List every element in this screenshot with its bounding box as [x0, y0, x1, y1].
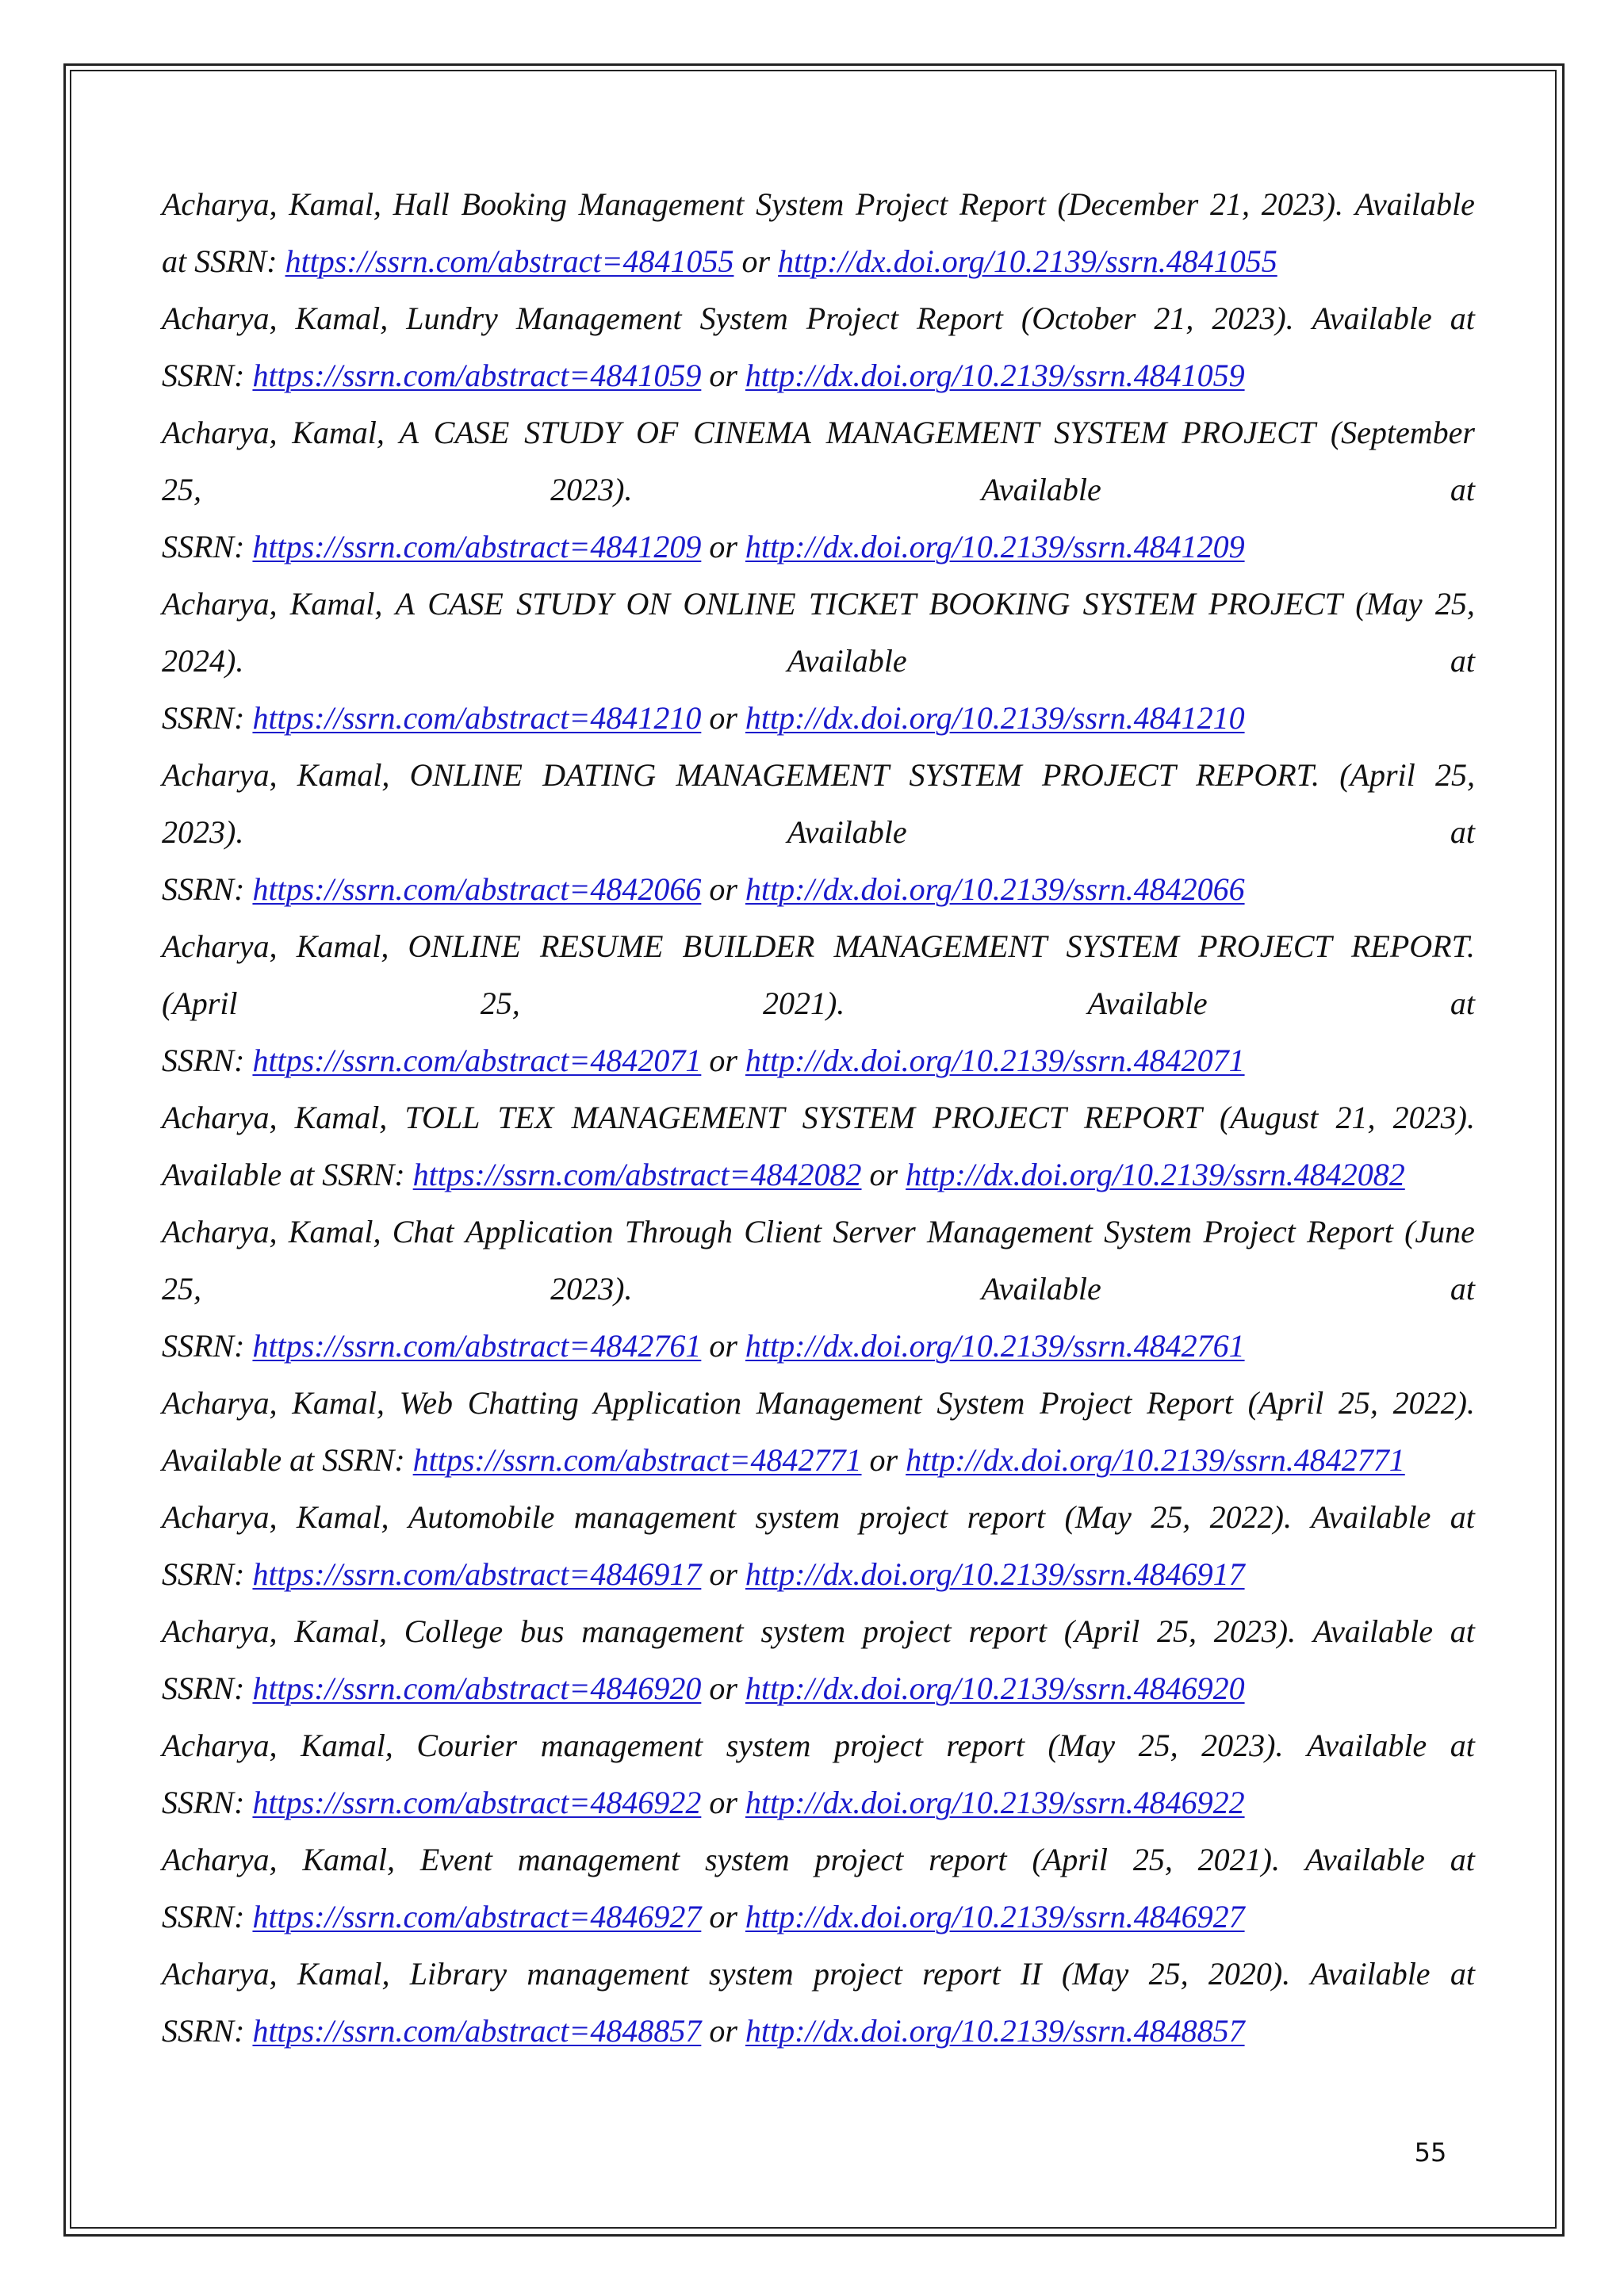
reference-word: Kamal, — [296, 928, 389, 964]
reference-word: Available — [1311, 1499, 1431, 1535]
reference-word: or — [709, 1328, 737, 1364]
reference-line — [162, 1888, 1475, 1946]
reference-word: Kamal, — [289, 586, 383, 622]
reference-line — [162, 290, 1475, 347]
reference-word: or — [709, 1043, 737, 1078]
reference-link[interactable]: http://dx.doi.org/10.2139/ssrn.4841055 — [778, 243, 1277, 279]
reference-line — [162, 233, 1475, 290]
reference-line — [162, 861, 1475, 918]
reference-line — [162, 1831, 1475, 1888]
reference-word: at — [1450, 1271, 1475, 1307]
reference-word: Acharya, — [162, 1499, 278, 1535]
reference-word: Acharya, — [162, 415, 278, 450]
reference-word: MANAGEMENT — [825, 415, 1040, 450]
reference-word: 25, — [1157, 1613, 1197, 1649]
reference-link[interactable]: http://dx.doi.org/10.2139/ssrn.4846927 — [745, 1899, 1245, 1934]
reference-word: system — [760, 1613, 846, 1649]
reference-word: (May — [1355, 586, 1423, 622]
reference-line — [162, 1660, 1475, 1717]
reference-word: 25, — [1132, 1842, 1173, 1877]
reference-word: (April — [1247, 1385, 1324, 1421]
reference-word: CASE — [433, 415, 510, 450]
reference-word: or — [709, 1785, 737, 1820]
reference-word: REPORT. — [1196, 757, 1320, 793]
reference-word: SYSTEM — [802, 1100, 915, 1135]
reference-word: Chat — [392, 1214, 454, 1249]
reference-word: PROJECT — [1197, 928, 1332, 964]
reference-word: Server — [833, 1214, 916, 1249]
reference-word: 2022). — [1209, 1499, 1292, 1535]
reference-word: Acharya, — [162, 1100, 278, 1135]
reference-word: PROJECT — [933, 1100, 1067, 1135]
reference-link[interactable]: https://ssrn.com/abstract=4841059 — [252, 358, 702, 393]
reference-word: Available — [1087, 985, 1208, 1021]
reference-word: Available — [1312, 1613, 1433, 1649]
reference-word: Kamal, — [295, 300, 389, 336]
reference-word: SSRN: — [162, 358, 245, 393]
reference-word: 25, — [162, 1271, 201, 1307]
reference-word: at — [1450, 1499, 1475, 1535]
reference-word: Kamal, — [289, 186, 381, 222]
reference-word: (June — [1404, 1214, 1475, 1249]
reference-word: SSRN: — [162, 2013, 245, 2049]
reference-link[interactable]: https://ssrn.com/abstract=4842071 — [252, 1043, 702, 1078]
reference-word: System — [756, 186, 845, 222]
reference-word: 2023). — [1213, 1613, 1297, 1649]
reference-word: Kamal, — [297, 757, 390, 793]
reference-word: Lundry — [406, 300, 498, 336]
reference-word: Kamal, — [294, 1100, 388, 1135]
reference-word: MANAGEMENT — [676, 757, 890, 793]
reference-word: Report — [1147, 1385, 1233, 1421]
reference-word: system — [704, 1842, 790, 1877]
reference-word: SSRN: — [162, 1556, 245, 1592]
reference-word: Acharya, — [162, 1956, 278, 1992]
reference-word: system — [709, 1956, 794, 1992]
reference-word: (August — [1219, 1100, 1319, 1135]
reference-word: Management — [515, 300, 682, 336]
reference-word: (May — [1061, 1956, 1129, 1992]
reference-word: Project — [855, 186, 948, 222]
reference-word: project — [859, 1499, 948, 1535]
reference-word: Acharya, — [162, 1613, 278, 1649]
reference-word: 25, — [1148, 1956, 1189, 1992]
reference-word: 2023). — [550, 1271, 633, 1307]
reference-word: 2023). — [1212, 300, 1294, 336]
reference-line — [162, 1432, 1475, 1489]
reference-word: 21, — [1154, 300, 1194, 336]
reference-word: College — [404, 1613, 504, 1649]
reference-word: at — [1450, 985, 1475, 1021]
reference-word: at — [1450, 1613, 1475, 1649]
reference-word: SYSTEM — [1066, 928, 1179, 964]
reference-word: Available — [162, 1157, 282, 1192]
reference-word: 25, — [480, 985, 520, 1021]
reference-word: MANAGEMENT — [833, 928, 1048, 964]
reference-word: Acharya, — [162, 1842, 278, 1877]
reference-word: Acharya, — [162, 1728, 278, 1763]
page-number: 55 — [1414, 2137, 1447, 2168]
reference-word: at — [1450, 472, 1475, 507]
reference-word: 2020). — [1208, 1956, 1291, 1992]
reference-line — [162, 1546, 1475, 1603]
reference-line — [162, 1717, 1475, 1774]
reference-link[interactable]: https://ssrn.com/abstract=4848857 — [252, 2013, 702, 2049]
reference-link[interactable]: https://ssrn.com/abstract=4846920 — [252, 1670, 702, 1706]
reference-line — [162, 918, 1475, 975]
reference-word: Acharya, — [162, 1385, 278, 1421]
reference-link[interactable]: https://ssrn.com/abstract=4842771 — [412, 1442, 862, 1478]
reference-link[interactable]: https://ssrn.com/abstract=4842761 — [252, 1328, 702, 1364]
reference-word: Client — [744, 1214, 822, 1249]
reference-word: or — [869, 1157, 898, 1192]
reference-line — [162, 690, 1475, 747]
reference-word: SSRN: — [162, 1043, 245, 1078]
reference-line — [162, 347, 1475, 404]
reference-word: (December — [1057, 186, 1199, 222]
reference-line — [162, 975, 1475, 1032]
reference-link[interactable]: https://ssrn.com/abstract=4846927 — [252, 1899, 702, 1934]
reference-word: at — [1450, 300, 1475, 336]
reference-word: report — [967, 1499, 1046, 1535]
reference-word: bus — [519, 1613, 565, 1649]
reference-link[interactable]: http://dx.doi.org/10.2139/ssrn.4842066 — [745, 871, 1245, 907]
reference-word: Courier — [416, 1728, 518, 1763]
reference-word: Report — [1306, 1214, 1393, 1249]
reference-word: Available — [1312, 300, 1432, 336]
reference-word: CASE — [427, 586, 504, 622]
reference-word: SSRN: — [322, 1442, 405, 1478]
reference-word: Kamal, — [302, 1842, 396, 1877]
reference-line — [162, 1375, 1475, 1432]
reference-word: Through — [624, 1214, 733, 1249]
reference-word: 25, — [1434, 586, 1475, 622]
reference-word: or — [741, 243, 771, 279]
reference-word: Web — [399, 1385, 454, 1421]
reference-word: report — [946, 1728, 1025, 1763]
reference-link[interactable]: http://dx.doi.org/10.2139/ssrn.4841209 — [745, 529, 1245, 564]
reference-word: Kamal, — [294, 1613, 387, 1649]
reference-line — [162, 633, 1475, 690]
reference-word: (May — [1064, 1499, 1132, 1535]
reference-word: OF — [636, 415, 679, 450]
reference-word: Report — [917, 300, 1003, 336]
reference-word: report — [922, 1956, 1001, 1992]
reference-word: project — [862, 1613, 952, 1649]
reference-word: PROJECT — [1208, 586, 1342, 622]
reference-word: 25, — [162, 472, 201, 507]
reference-link[interactable]: http://dx.doi.org/10.2139/ssrn.4841059 — [745, 358, 1245, 393]
reference-word: BUILDER — [682, 928, 815, 964]
reference-word: 21, — [1335, 1100, 1376, 1135]
reference-word: 2023). — [1392, 1100, 1475, 1135]
reference-word: SSRN: — [194, 243, 278, 279]
reference-line — [162, 519, 1475, 576]
reference-word: DATING — [542, 757, 657, 793]
reference-word: Available — [981, 1271, 1101, 1307]
reference-link[interactable]: https://ssrn.com/abstract=4842082 — [412, 1157, 862, 1192]
reference-word: system — [726, 1728, 811, 1763]
reference-word: at — [1450, 814, 1475, 850]
reference-word: or — [709, 1670, 737, 1706]
reference-word: management — [540, 1728, 703, 1763]
reference-link[interactable]: http://dx.doi.org/10.2139/ssrn.4846922 — [745, 1785, 1245, 1820]
reference-word: or — [709, 871, 737, 907]
reference-line — [162, 576, 1475, 633]
reference-word: 2023). — [162, 814, 244, 850]
reference-word: Kamal, — [288, 1214, 381, 1249]
reference-link[interactable]: https://ssrn.com/abstract=4841055 — [285, 243, 734, 279]
reference-word: 21, — [1209, 186, 1250, 222]
reference-link[interactable]: http://dx.doi.org/10.2139/ssrn.4846917 — [745, 1556, 1245, 1592]
reference-word: project — [833, 1728, 923, 1763]
reference-word: management — [527, 1956, 689, 1992]
reference-word: Kamal, — [292, 415, 385, 450]
reference-link[interactable]: http://dx.doi.org/10.2139/ssrn.4842071 — [745, 1043, 1245, 1078]
reference-line — [162, 176, 1475, 233]
reference-line — [162, 804, 1475, 861]
reference-word: management — [517, 1842, 680, 1877]
reference-word: ONLINE — [683, 586, 796, 622]
reference-word: REPORT — [1084, 1100, 1202, 1135]
reference-link[interactable]: http://dx.doi.org/10.2139/ssrn.4842082 — [906, 1157, 1405, 1192]
reference-word: 2023). — [1201, 1728, 1284, 1763]
reference-word: (October — [1021, 300, 1136, 336]
reference-word: Project — [806, 300, 899, 336]
reference-word: Management — [756, 1385, 922, 1421]
reference-word: Available — [162, 1442, 282, 1478]
reference-word: 25, — [1434, 757, 1475, 793]
reference-word: Acharya, — [162, 586, 278, 622]
reference-word: (September — [1330, 415, 1475, 450]
reference-word: at — [1450, 643, 1475, 679]
reference-word: Available — [1354, 186, 1475, 222]
reference-word: REPORT. — [1350, 928, 1475, 964]
reference-line — [162, 1489, 1475, 1546]
reference-word: Available — [787, 814, 907, 850]
reference-word: RESUME — [539, 928, 664, 964]
reference-link[interactable]: https://ssrn.com/abstract=4841210 — [252, 700, 702, 736]
reference-word: 25, — [1338, 1385, 1378, 1421]
reference-word: or — [709, 529, 737, 564]
reference-word: STUDY — [516, 586, 614, 622]
reference-word: ON — [626, 586, 671, 622]
reference-link[interactable]: https://ssrn.com/abstract=4846922 — [252, 1785, 702, 1820]
reference-line — [162, 1089, 1475, 1146]
reference-line — [162, 1946, 1475, 2003]
reference-word: report — [968, 1613, 1047, 1649]
reference-word: MANAGEMENT — [571, 1100, 785, 1135]
reference-word: Acharya, — [162, 757, 278, 793]
reference-word: Available — [1304, 1842, 1425, 1877]
reference-word: report — [929, 1842, 1007, 1877]
reference-word: Chatting — [467, 1385, 579, 1421]
reference-word: SYSTEM — [1082, 586, 1196, 622]
reference-word: at — [1450, 1842, 1475, 1877]
reference-word: Available — [1310, 1956, 1431, 1992]
reference-word: Automobile — [408, 1499, 555, 1535]
reference-word: or — [709, 358, 737, 393]
reference-line — [162, 461, 1475, 519]
reference-word: ONLINE — [408, 928, 521, 964]
reference-word: SSRN: — [162, 700, 245, 736]
reference-word: Kamal, — [296, 1499, 389, 1535]
reference-word: SYSTEM — [909, 757, 1022, 793]
reference-word: Application — [593, 1385, 742, 1421]
reference-word: II — [1020, 1956, 1042, 1992]
reference-word: System — [699, 300, 788, 336]
reference-word: PROJECT — [1041, 757, 1176, 793]
reference-word: SSRN: — [162, 1899, 245, 1934]
reference-word: (April — [1032, 1842, 1108, 1877]
reference-word: (April — [1063, 1613, 1140, 1649]
reference-word: system — [755, 1499, 841, 1535]
reference-word: Acharya, — [162, 300, 278, 336]
reference-word: (April — [1339, 757, 1415, 793]
reference-word: STUDY — [524, 415, 622, 450]
reference-word: project — [813, 1956, 902, 1992]
reference-word: Kamal, — [297, 1956, 390, 1992]
reference-line — [162, 1261, 1475, 1318]
reference-word: Booking — [461, 186, 567, 222]
reference-word: 25, — [1138, 1728, 1178, 1763]
reference-word: (April — [162, 985, 238, 1021]
reference-line — [162, 1032, 1475, 1089]
reference-line — [162, 1146, 1475, 1203]
reference-word: PROJECT — [1182, 415, 1316, 450]
reference-word: SSRN: — [322, 1157, 405, 1192]
reference-word: ONLINE — [409, 757, 523, 793]
reference-word: Kamal, — [301, 1728, 393, 1763]
reference-word: or — [709, 2013, 737, 2049]
reference-link[interactable]: http://dx.doi.org/10.2139/ssrn.4842761 — [745, 1328, 1245, 1364]
reference-link[interactable]: https://ssrn.com/abstract=4846917 — [252, 1556, 702, 1592]
reference-word: Hall — [393, 186, 450, 222]
reference-word: Available — [981, 472, 1101, 507]
reference-word: SYSTEM — [1054, 415, 1167, 450]
reference-word: Library — [409, 1956, 508, 1992]
reference-word: TOLL — [404, 1100, 481, 1135]
reference-line — [162, 404, 1475, 461]
reference-word: at — [289, 1157, 315, 1192]
reference-word: SSRN: — [162, 1328, 245, 1364]
reference-word: 2021). — [1197, 1842, 1280, 1877]
reference-word: 2024). — [162, 643, 244, 679]
reference-word: at — [289, 1442, 315, 1478]
reference-word: SSRN: — [162, 1670, 245, 1706]
reference-link[interactable]: https://ssrn.com/abstract=4842066 — [252, 871, 702, 907]
reference-line — [162, 2003, 1475, 2060]
reference-word: Available — [1307, 1728, 1427, 1763]
reference-word: SSRN: — [162, 1785, 245, 1820]
reference-line — [162, 1774, 1475, 1831]
reference-word: System — [936, 1385, 1025, 1421]
reference-word: or — [709, 1556, 737, 1592]
reference-link[interactable]: https://ssrn.com/abstract=4841209 — [252, 529, 702, 564]
reference-word: at — [162, 243, 187, 279]
reference-word: SSRN: — [162, 529, 245, 564]
reference-word: or — [709, 1899, 737, 1934]
reference-word: Event — [419, 1842, 492, 1877]
reference-word: 2021). — [762, 985, 845, 1021]
reference-word: SSRN: — [162, 871, 245, 907]
reference-line — [162, 1203, 1475, 1261]
reference-word: CINEMA — [693, 415, 811, 450]
reference-word: Kamal, — [292, 1385, 385, 1421]
reference-word: TICKET — [808, 586, 917, 622]
reference-word: at — [1450, 1728, 1475, 1763]
reference-word: Application — [465, 1214, 614, 1249]
reference-link[interactable]: http://dx.doi.org/10.2139/ssrn.4846920 — [745, 1670, 1245, 1706]
reference-list — [162, 176, 1475, 2060]
reference-line — [162, 1318, 1475, 1375]
reference-word: System — [1104, 1214, 1193, 1249]
reference-link[interactable]: http://dx.doi.org/10.2139/ssrn.4841210 — [745, 700, 1245, 736]
reference-word: 2023). — [1261, 186, 1344, 222]
reference-link[interactable]: http://dx.doi.org/10.2139/ssrn.4848857 — [745, 2013, 1245, 2049]
reference-word: or — [709, 700, 737, 736]
reference-word: Management — [927, 1214, 1093, 1249]
reference-line — [162, 747, 1475, 804]
reference-word: (May — [1048, 1728, 1115, 1763]
reference-word: BOOKING — [929, 586, 1071, 622]
reference-word: Acharya, — [162, 1214, 278, 1249]
reference-line — [162, 1603, 1475, 1660]
reference-link[interactable]: http://dx.doi.org/10.2139/ssrn.4842771 — [906, 1442, 1405, 1478]
reference-word: or — [869, 1442, 898, 1478]
reference-word: A — [399, 415, 419, 450]
reference-word: 2022). — [1392, 1385, 1475, 1421]
reference-word: management — [581, 1613, 744, 1649]
reference-word: management — [573, 1499, 737, 1535]
reference-word: project — [814, 1842, 904, 1877]
reference-word: Management — [578, 186, 745, 222]
reference-word: 2023). — [550, 472, 633, 507]
reference-word: 25, — [1151, 1499, 1191, 1535]
reference-word: Acharya, — [162, 928, 278, 964]
reference-word: at — [1450, 1956, 1475, 1992]
reference-word: Project — [1040, 1385, 1132, 1421]
reference-word: Project — [1203, 1214, 1296, 1249]
reference-word: A — [395, 586, 416, 622]
reference-word: TEX — [497, 1100, 554, 1135]
reference-word: Available — [787, 643, 907, 679]
reference-word: Report — [959, 186, 1046, 222]
reference-word: Acharya, — [162, 186, 278, 222]
